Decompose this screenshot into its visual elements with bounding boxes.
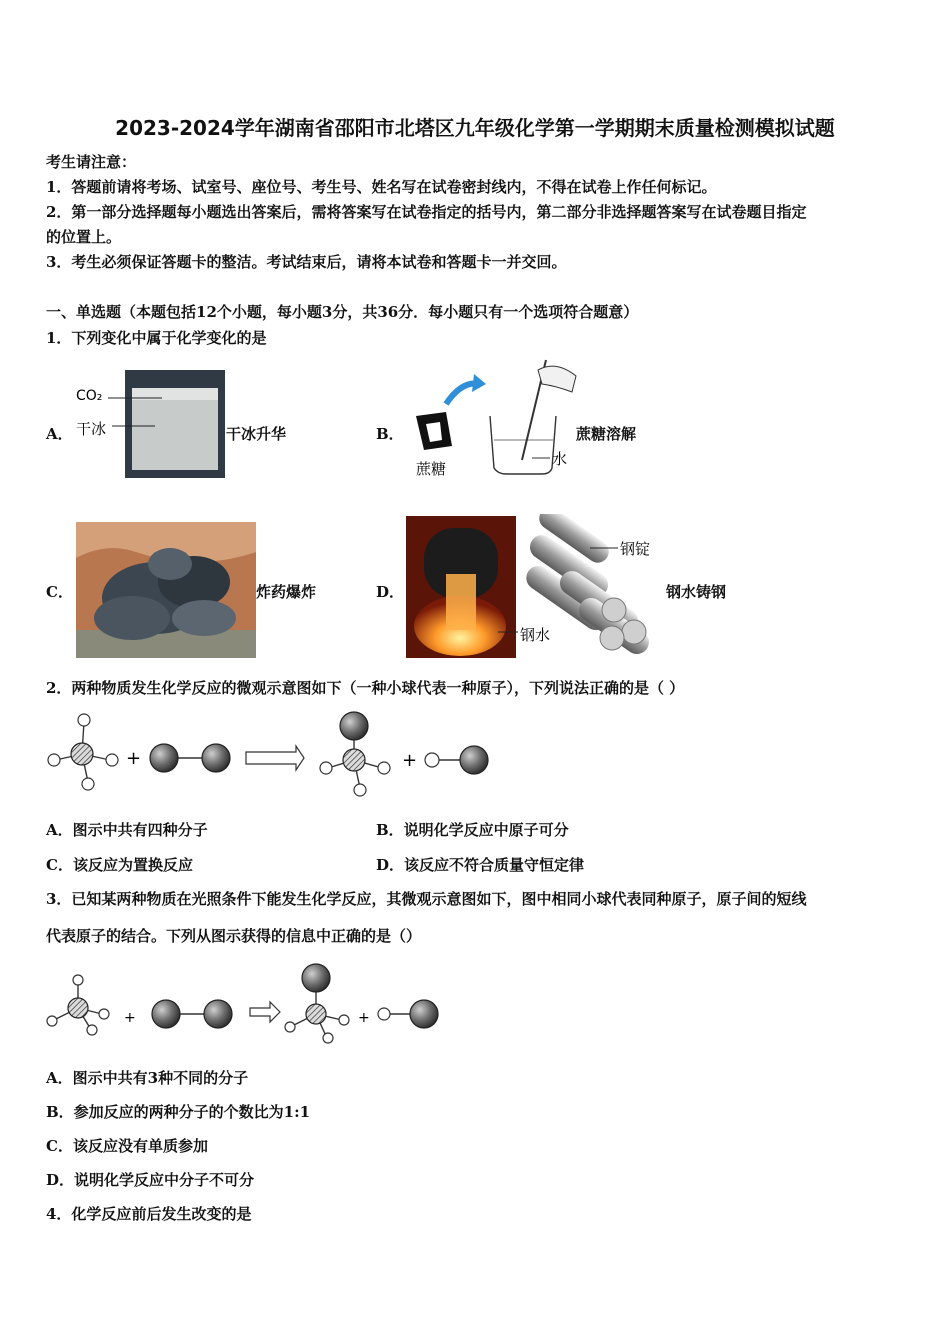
q1-option-c-label: 炸药爆炸 (256, 583, 317, 601)
explosion-image (76, 522, 256, 658)
dry-ice-image (70, 368, 230, 480)
q1-option-c-letter: C． (46, 583, 73, 601)
q3-option-d: D．说明化学反应中分子不可分 (46, 1171, 255, 1189)
q3-option-b: B．参加反应的两种分子的个数比为1:1 (46, 1103, 311, 1121)
molten-fig-label: 钢水 (520, 626, 551, 644)
notice-item-1: 1．答题前请将考场、试室号、座位号、考生号、姓名写在试卷密封线内，不得在试卷上作任何标记。 (46, 178, 717, 196)
page-title: 2023-2024学年湖南省邵阳市北塔区九年级化学第一学期期末质量检测模拟试题 (115, 116, 835, 140)
q2-option-c: C．该反应为置换反应 (46, 856, 193, 874)
q1-option-a-letter: A． (46, 425, 73, 443)
q1-option-b-letter: B． (376, 425, 404, 443)
q1-stem: 1．下列变化中属于化学变化的是 (46, 329, 267, 347)
q4-stem: 4．化学反应前后发生改变的是 (46, 1205, 252, 1223)
q2-plus-2: + (402, 750, 418, 771)
water-fig-label: 水 (552, 450, 568, 468)
q1-option-a-label: 干冰升华 (226, 425, 287, 443)
sugar-dissolve-image (406, 356, 581, 480)
q2-option-b: B．说明化学反应中原子可分 (376, 821, 569, 839)
q3-option-c: C．该反应没有单质参加 (46, 1137, 208, 1155)
q3-plus-1: + (124, 1010, 136, 1026)
q2-plus-1: + (126, 748, 142, 769)
notice-item-2-line-2: 的位置上。 (46, 228, 122, 246)
q1-option-d-label: 钢水铸钢 (666, 583, 727, 601)
q2-option-a: A．图示中共有四种分子 (46, 821, 208, 839)
q2-option-d: D．该反应不符合质量守恒定律 (376, 856, 585, 874)
dry-ice-fig-label: 干冰 (76, 420, 107, 438)
q3-stem-line-2: 代表原子的结合。下列从图示获得的信息中正确的是（） (46, 927, 422, 945)
steel-casting-image (404, 514, 666, 660)
ingot-fig-label: 钢锭 (620, 540, 651, 558)
co2-label: CO₂ (76, 388, 103, 404)
q3-reaction-diagram (44, 958, 444, 1048)
notice-item-2-line-1: 2．第一部分选择题每小题选出答案后，需将答案写在试卷指定的括号内，第二部分非选择题答案写在试卷题目指定 (46, 203, 807, 221)
q1-option-d-letter: D． (376, 583, 405, 601)
section-heading: 一、单选题（本题包括12个小题，每小题3分，共36分．每小题只有一个选项符合题意） (46, 303, 639, 321)
q1-option-b-label: 蔗糖溶解 (576, 425, 637, 443)
q2-reaction-diagram (44, 706, 504, 804)
notice-item-3: 3．考生必须保证答题卡的整洁。考试结束后，请将本试卷和答题卡一并交回。 (46, 253, 567, 271)
sugar-fig-label: 蔗糖 (416, 460, 447, 478)
notice-heading: 考生请注意： (46, 153, 137, 171)
q3-option-a: A．图示中共有3种不同的分子 (46, 1069, 249, 1087)
q3-stem-line-1: 3．已知某两种物质在光照条件下能发生化学反应，其微观示意图如下，图中相同小球代表同种原子，原子间的短线 (46, 890, 807, 908)
q3-plus-2: + (358, 1010, 370, 1026)
q2-stem: 2．两种物质发生化学反应的微观示意图如下（一种小球代表一种原子），下列说法正确的是（ ） (46, 679, 685, 697)
